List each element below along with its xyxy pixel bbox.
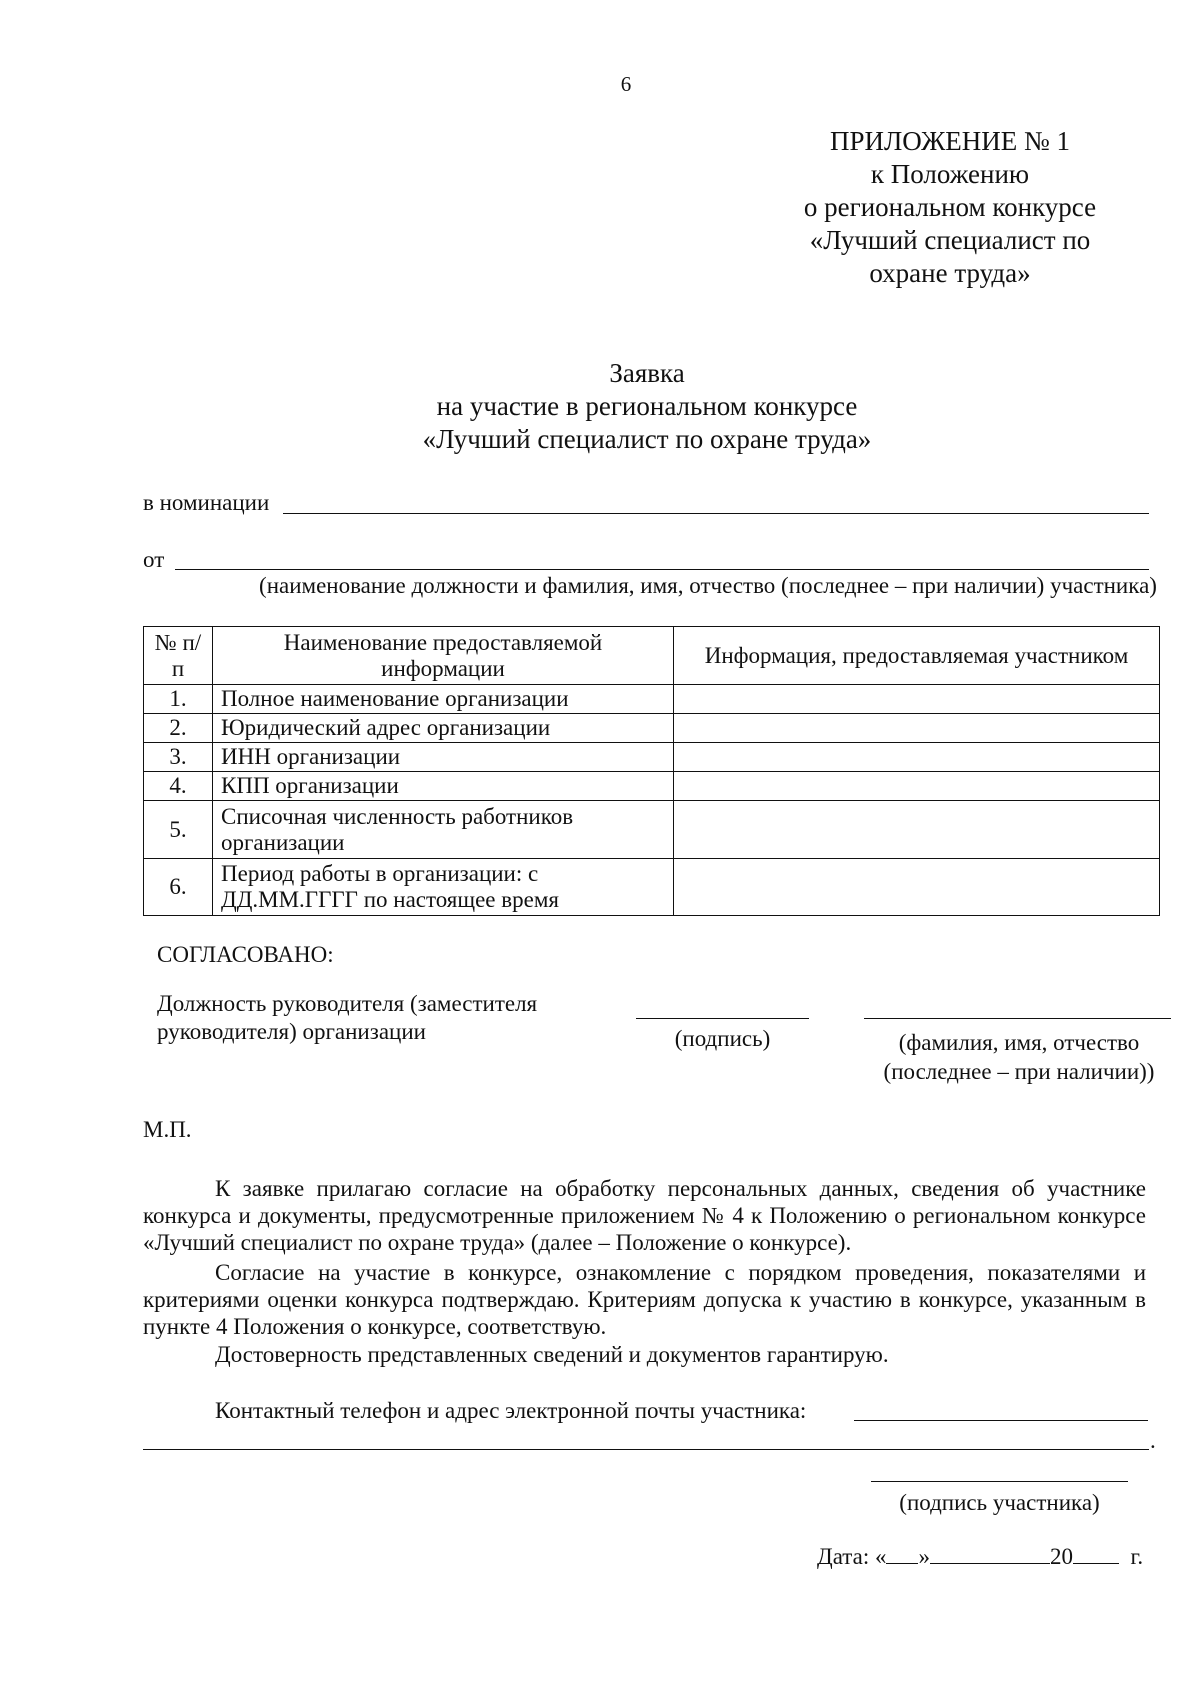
participant-signature-field[interactable] (871, 1481, 1128, 1482)
fio-caption-line-2: (последнее – при наличии)) (883, 1059, 1155, 1084)
table-row (144, 743, 1160, 772)
table-row (144, 714, 1160, 743)
from-label: от (143, 547, 165, 572)
stamp-label: М.П. (143, 1117, 192, 1142)
row-num: 5. (144, 801, 213, 859)
row-value-cell[interactable] (674, 743, 1160, 772)
title-line-1: Заявка (609, 358, 685, 388)
row-num: 1. (144, 685, 213, 714)
from-caption: (наименование должности и фамилия, имя, отчество (последнее – при наличии) участника) (259, 573, 1157, 598)
participant-signature-caption: (подпись участника) (899, 1490, 1100, 1515)
appendix-line-1: ПРИЛОЖЕНИЕ № 1 (829, 126, 1071, 156)
nomination-label: в номинации (143, 490, 270, 515)
signature-caption: (подпись) (674, 1026, 771, 1051)
page-number: 6 (620, 72, 632, 96)
date-day-field[interactable] (886, 1543, 918, 1564)
contact-field-line[interactable] (143, 1449, 1149, 1450)
row-value-cell[interactable] (674, 859, 1160, 916)
title-line-3: «Лучший специалист по охране труда» (422, 424, 872, 454)
info-table (143, 626, 1160, 916)
position-line-1: Должность руководителя (заместителя (157, 991, 538, 1016)
from-field[interactable] (175, 569, 1149, 570)
table-row (144, 772, 1160, 801)
header-name: Наименование предоставляемой информации (213, 627, 674, 685)
row-name: Полное наименование организации (213, 685, 674, 714)
appendix-line-5: охране труда» (869, 258, 1031, 288)
nomination-field[interactable] (283, 513, 1149, 514)
table-header-row (144, 627, 1160, 685)
row-name: Период работы в организации: с ДД.ММ.ГГГГ по настоящее время (213, 859, 674, 916)
date-year-prefix: 20 (1049, 1544, 1073, 1569)
fio-caption-line-1: (фамилия, имя, отчество (898, 1030, 1140, 1055)
signature-field[interactable] (636, 1018, 809, 1019)
contact-label: Контактный телефон и адрес электронной почты участника: (215, 1398, 807, 1423)
fio-field[interactable] (864, 1018, 1171, 1019)
document-title (0, 357, 1200, 456)
row-name: КПП организации (213, 772, 674, 801)
approval-label: СОГЛАСОВАНО: (157, 942, 334, 967)
position-caption (157, 990, 537, 1046)
row-value-cell[interactable] (674, 801, 1160, 859)
paragraph-attachments: К заявке прилагаю согласие на обработку персональных данных, сведения об участнике конкурса и документы, предусмотренные приложением № 4 к Положению о региональном конкурсе «Лучший специалист по охране труда» (далее – Положение о конкурсе). (143, 1176, 1146, 1255)
table-row (144, 859, 1160, 916)
contact-field-inline[interactable] (854, 1420, 1148, 1421)
row-name: ИНН организации (213, 743, 674, 772)
header-info: Информация, предоставляемая участником (674, 627, 1160, 685)
fio-caption (860, 1028, 1178, 1086)
paragraph-guarantee: Достоверность представленных сведений и документов гарантирую. (215, 1342, 889, 1367)
date-prefix: Дата: « (817, 1544, 887, 1569)
row-value-cell[interactable] (674, 772, 1160, 801)
date-field (817, 1543, 1143, 1570)
appendix-line-4: «Лучший специалист по (809, 225, 1091, 255)
contact-period: . (1150, 1428, 1156, 1453)
row-num: 3. (144, 743, 213, 772)
row-num: 4. (144, 772, 213, 801)
title-line-2: на участие в региональном конкурсе (436, 391, 858, 421)
header-num: № п/п (144, 627, 213, 685)
paragraph-consent: Согласие на участие в конкурсе, ознакомление с порядком проведения, показателями и критериями оценки конкурса подтверждаю. Критериям допуска к участию в конкурсе, указанным в пункте 4 Положения о конкурсе, соответствую. (143, 1260, 1146, 1339)
date-suffix: г. (1130, 1544, 1144, 1569)
appendix-header (750, 125, 1150, 290)
date-mid: » (918, 1544, 930, 1569)
row-value-cell[interactable] (674, 714, 1160, 743)
row-name: Юридический адрес организации (213, 714, 674, 743)
appendix-line-3: о региональном конкурсе (803, 192, 1097, 222)
date-month-field[interactable] (930, 1543, 1050, 1564)
table-row (144, 801, 1160, 859)
table-row (144, 685, 1160, 714)
position-line-2: руководителя) организации (157, 1019, 426, 1044)
date-year-field[interactable] (1073, 1543, 1119, 1564)
row-name: Списочная численность работников организации (213, 801, 674, 859)
appendix-line-2: к Положению (870, 159, 1030, 189)
row-value-cell[interactable] (674, 685, 1160, 714)
row-num: 6. (144, 859, 213, 916)
row-num: 2. (144, 714, 213, 743)
